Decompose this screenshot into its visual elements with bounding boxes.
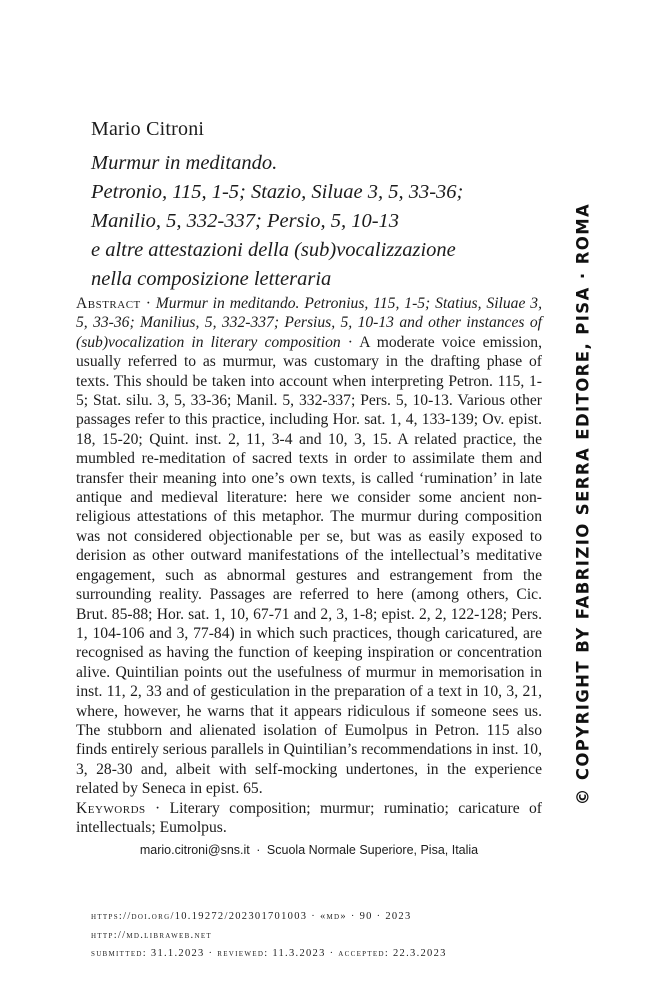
- abstract-separator: ·: [340, 333, 360, 351]
- author-email: mario.citroni@sns.it: [139, 843, 250, 857]
- title-line: e altre attestazioni della (sub)vocalizzazione: [91, 239, 456, 261]
- article-title: [91, 149, 561, 294]
- abstract-paragraph: [76, 294, 542, 799]
- abstract-english-title: Murmur in meditando. Petronius, 115, 1-5; Statius, Siluae 3, 5, 33-36; Manilius, 5, 332-337; Persius, 5, 10-13 and other instances of (sub)vocalization in literary composition: [76, 295, 542, 351]
- keywords-paragraph: [76, 799, 542, 838]
- abstract-label: Abstract: [76, 295, 141, 312]
- keywords-label: Keywords: [76, 799, 146, 817]
- url-line: http://md.libraweb.net: [91, 929, 212, 941]
- abstract-separator: ·: [140, 295, 156, 312]
- keywords-separator: ·: [145, 799, 170, 817]
- title-line: Murmur in meditando.: [91, 152, 278, 174]
- affiliation-separator: ·: [256, 843, 261, 857]
- abstract-block: [76, 294, 542, 837]
- author-institution: Scuola Normale Superiore, Pisa, Italia: [266, 843, 479, 857]
- dates-line: submitted: 31.1.2023 · reviewed: 11.3.2023 · accepted: 22.3.2023: [91, 948, 447, 959]
- title-line: Manilio, 5, 332-337; Persio, 5, 10-13: [91, 210, 400, 232]
- affiliation-line: [0, 843, 600, 857]
- publication-meta: [91, 908, 447, 964]
- author-name: Mario Citroni: [91, 118, 205, 140]
- title-line: nella composizione letteraria: [91, 268, 332, 290]
- doi-line: https://doi.org/10.19272/202301701003 · «md» · 90 · 2023: [91, 911, 412, 922]
- keywords-text: Literary composition; murmur; ruminatio; caricature of intellectuals; Eumolpus.: [76, 799, 542, 836]
- title-line: Petronio, 115, 1-5; Stazio, Siluae 3, 5, 33-36;: [91, 181, 464, 203]
- abstract-text: A moderate voice emission, usually referred to as murmur, was customary in the drafting phase of texts. This should be taken into account when interpreting Petron. 115, 1-5; Stat. silu. 3, 5, 33-36; Manil. 5, 332-337; Pers. 5, 10-13. Various other passages refer to this practice, including Hor. sat. 1, 4, 133-139; Ov. epist. 18, 15-20; Quint. inst. 2, 11, 3-4 and 10, 3, 15. A related practice, the mumbled re-meditation of sacred texts in order to assimilate them and transfer their meaning into one’s own texts, is called ‘rumination’ in late antique and medieval literature: here we consider some ancient non-religious attestations of this metaphor. The murmur during composition was not considered objectionable per se, but was as easily exposed to derision as other outward manifestations of the intellectual’s meditative engagement, such as abnormal gestures and estrangement from the surrounding reality. Passages are referred to here (among others, Cic. Brut. 85-88; Hor. sat. 1, 10, 67-71 and 2, 3, 1-8; epist. 2, 2, 122-128; Pers. 1, 104-106 and 3, 77-84) in which such practices, though caricatured, are recognised as having the function of keeping inspiration or concentration alive. Quintilian points out the usefulness of murmur in memorisation in inst. 11, 2, 33 and of gesticulation in the preparation of a text in 10, 3, 21, where, however, he warns that it appears ridiculous if someone sees us. The stubborn and alienated isolation of Eumolpus in Petron. 115 also finds entirely serious parallels in Quintilian’s recommendations in inst. 10, 3, 28-30 and, albeit with self-mocking undertones, in the experience related by Seneca in epist. 65.: [76, 333, 542, 798]
- copyright-notice: © COPYRIGHT BY FABRIZIO SERRA EDITORE, PISA · ROMA: [573, 202, 593, 806]
